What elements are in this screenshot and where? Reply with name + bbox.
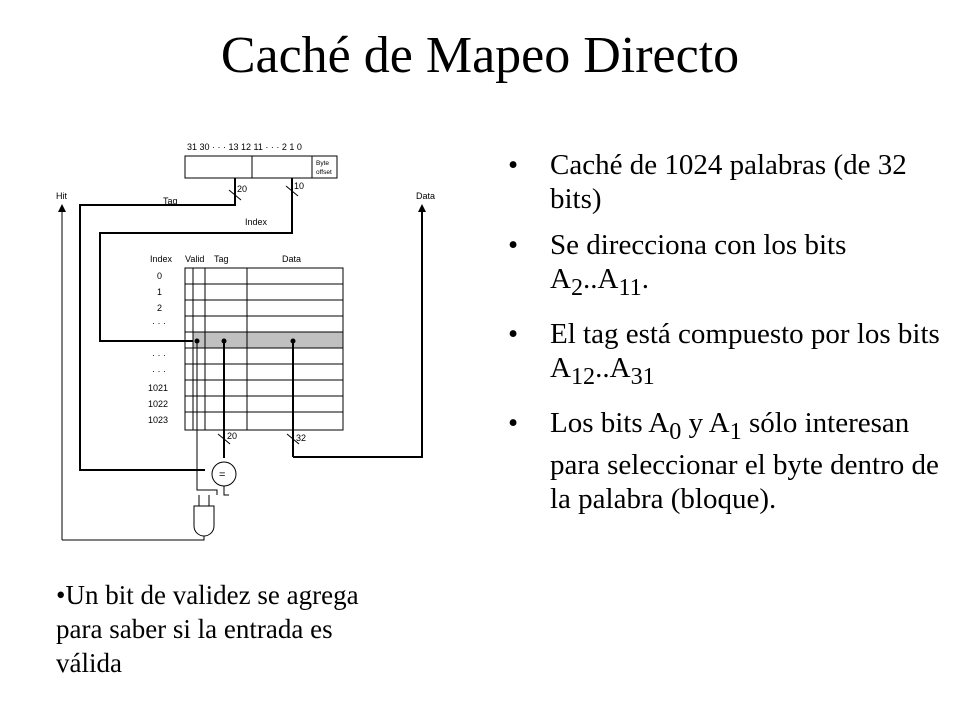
subscript: 11	[618, 273, 642, 301]
subscript: 0	[669, 417, 682, 445]
comparator-symbol: =	[219, 469, 226, 481]
index-label: Index	[245, 217, 268, 227]
address-bits-label: 31 30 · · · 13 12 11 · · · 2 1 0	[187, 142, 302, 152]
tag-width-label: 20	[237, 184, 248, 194]
bullet-text: Caché de 1024 palabras (de 32 bits)	[550, 149, 907, 215]
bullet-item	[508, 317, 948, 394]
and-gate	[194, 506, 214, 536]
bullet-item	[508, 228, 948, 305]
row-ellipsis: · · ·	[152, 366, 166, 376]
validity-bit-note: •Un bit de validez se agrega para saber si la entrada es válida	[56, 580, 359, 678]
byte-offset-label-line1: Byte	[316, 160, 330, 167]
row-index-label: 1021	[148, 383, 169, 393]
subscript: 2	[570, 273, 584, 301]
data-arrowhead	[418, 204, 426, 212]
address-register	[185, 156, 337, 178]
bullet-text: Se direcciona con los bits A	[550, 229, 847, 295]
data-column-header: Data	[282, 254, 302, 264]
row-ellipsis: · · ·	[152, 350, 166, 360]
comparator-output-wire	[224, 486, 229, 495]
bullet-text: El tag está compuesto por los bits A	[550, 317, 940, 384]
bullet-list	[508, 148, 948, 528]
row-index-label: 2	[157, 303, 163, 313]
bullet-item	[508, 406, 948, 517]
stored-tag-width-label: 20	[227, 431, 238, 441]
cache-table	[185, 268, 343, 430]
table-row-dividers	[185, 284, 343, 412]
hit-label: Hit	[56, 191, 67, 201]
hit-output-wire	[62, 536, 204, 540]
subscript: 12	[570, 362, 596, 390]
tag-label: Tag	[163, 196, 178, 206]
bullet-text: Los bits A	[550, 406, 670, 439]
subscript: 31	[630, 362, 655, 390]
index-column-header: Index	[150, 254, 173, 264]
bullet-text: sólo interesan para seleccionar el byte dentro de la palabra (bloque).	[550, 406, 939, 516]
row-index-label: 1022	[148, 399, 169, 409]
index-width-label: 10	[294, 181, 305, 191]
byte-offset-label-line2: offset	[316, 169, 332, 176]
row-index-label: 1023	[148, 415, 169, 425]
hit-arrowhead	[58, 204, 66, 212]
selected-cache-row	[193, 332, 343, 348]
data-width-label: 32	[296, 433, 307, 443]
bullet-text: ..A	[595, 351, 631, 384]
bullet-item	[508, 148, 948, 216]
tag-column-header: Tag	[214, 254, 229, 264]
data-label: Data	[416, 191, 436, 201]
valid-column-header: Valid	[185, 254, 205, 264]
slide-title: Caché de Mapeo Directo	[220, 27, 740, 84]
bullet-text: ..A	[583, 263, 619, 295]
row-index-label: 1	[157, 287, 163, 297]
row-index-label: 0	[157, 271, 163, 281]
subscript: 1	[729, 417, 742, 445]
bullet-text: .	[641, 263, 649, 295]
bullet-text: y A	[681, 406, 730, 439]
row-ellipsis: · · ·	[152, 318, 166, 328]
